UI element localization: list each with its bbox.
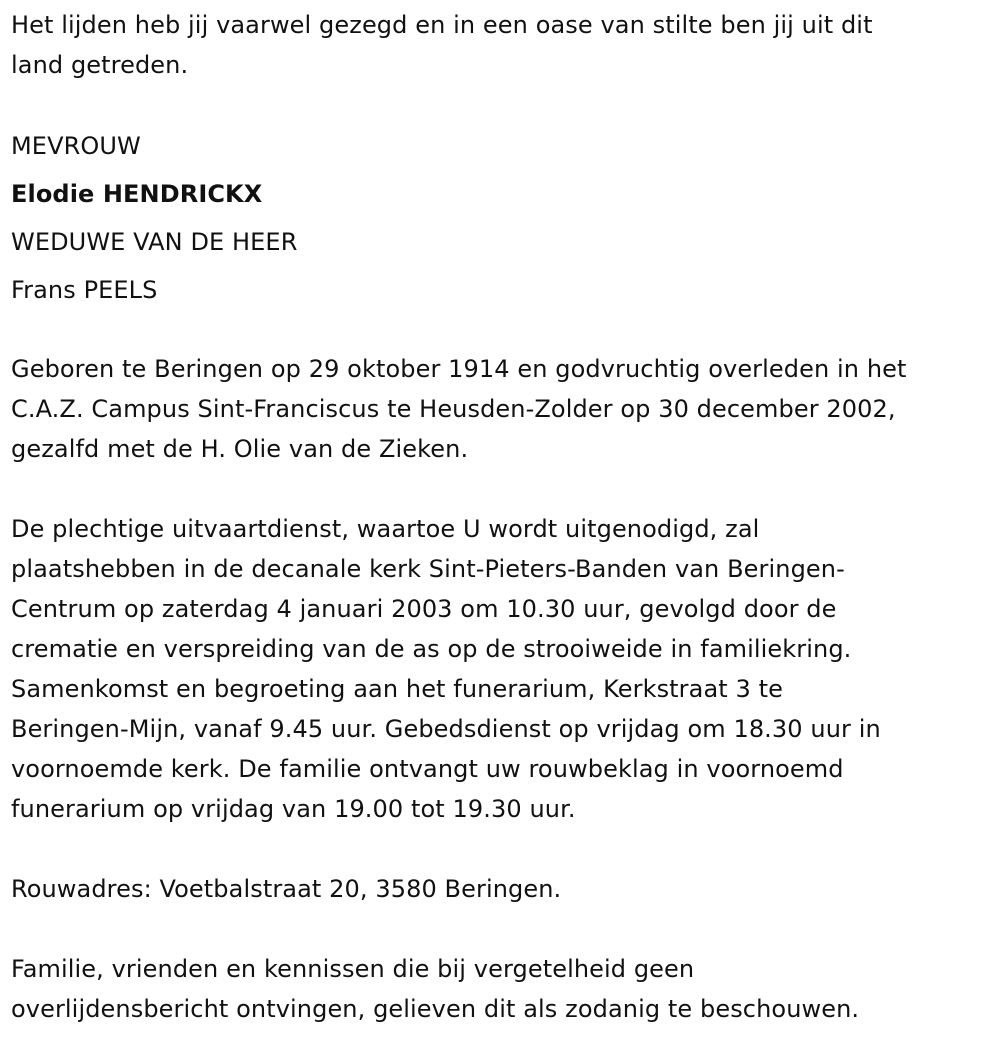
birth-death-line: C.A.Z. Campus Sint-Franciscus te Heusden-Zolder op 30 december 2002, xyxy=(11,395,896,423)
birth-death-line: gezalfd met de H. Olie van de Zieken. xyxy=(11,435,469,463)
family-note-line: overlijdensbericht ontvingen, gelieven dit als zodanig te beschouwen. xyxy=(11,995,860,1023)
funeral-line: funerarium op vrijdag van 19.00 tot 19.30 uur. xyxy=(11,795,576,823)
birth-death-paragraph xyxy=(11,349,907,469)
mourning-address-paragraph xyxy=(11,869,561,909)
funeral-line: voornoemde kerk. De familie ontvangt uw rouwbeklag in voornoemd xyxy=(11,755,844,783)
funeral-line: crematie en verspreiding van de as op de strooiweide in familiekring. xyxy=(11,635,852,663)
funeral-line: Beringen-Mijn, vanaf 9.45 uur. Gebedsdienst op vrijdag om 18.30 uur in xyxy=(11,715,881,743)
funeral-paragraph xyxy=(11,509,881,829)
intro-line: Het lijden heb jij vaarwel gezegd en in een oase van stilte ben jij uit dit xyxy=(11,11,873,39)
birth-death-line: Geboren te Beringen op 29 oktober 1914 en godvruchtig overleden in het xyxy=(11,355,907,383)
family-note-line: Familie, vrienden en kennissen die bij vergetelheid geen xyxy=(11,955,695,983)
deceased-name: Elodie HENDRICKX xyxy=(11,180,263,208)
funeral-line: Samenkomst en begroeting aan het funerarium, Kerkstraat 3 te xyxy=(11,675,783,703)
honorific-title: MEVROUW xyxy=(11,132,141,160)
funeral-line: Centrum op zaterdag 4 januari 2003 om 10.30 uur, gevolgd door de xyxy=(11,595,837,623)
spouse-name: Frans PEELS xyxy=(11,276,158,304)
intro-paragraph xyxy=(11,5,873,85)
funeral-line: De plechtige uitvaartdienst, waartoe U wordt uitgenodigd, zal xyxy=(11,515,760,543)
funeral-line: plaatshebben in de decanale kerk Sint-Pieters-Banden van Beringen- xyxy=(11,555,845,583)
name-block xyxy=(11,122,297,314)
intro-line: land getreden. xyxy=(11,51,189,79)
relation-label: WEDUWE VAN DE HEER xyxy=(11,228,298,256)
family-note-paragraph xyxy=(11,949,859,1029)
mourning-address: Rouwadres: Voetbalstraat 20, 3580 Beringen. xyxy=(11,875,562,903)
